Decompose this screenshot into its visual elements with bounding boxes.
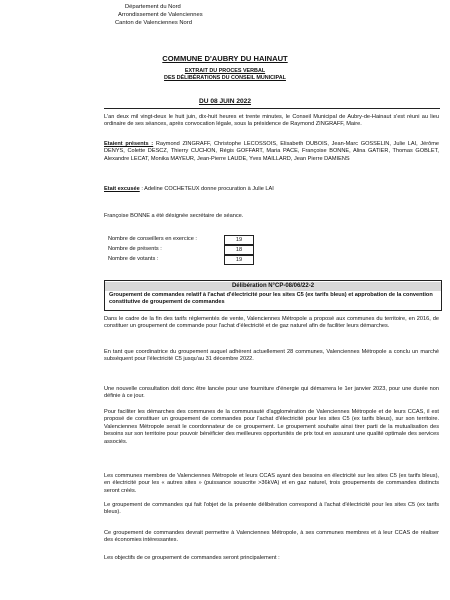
header-canton: Canton de Valenciennes Nord [115, 20, 192, 26]
body-paragraph-7: Ce groupement de commandes devrait permettre à Valenciennes Métropole, à ses communes membres et à leur CCAS de réaliser des économies intéressantes. [104, 530, 439, 544]
deliberation-subject: Groupement de commandes relatif à l'achat d'électricité pour les sites C5 (ex tarifs bleus) et approbation de la convention constitutive de groupement de commandes [109, 292, 433, 305]
meeting-date: DU 08 JUIN 2022 [198, 98, 252, 105]
present-names: Raymond ZINGRAFF, Christophe LECOSSOIS, Elisabeth DUBOIS, Jean-Marc GOSSELIN, Julie LAI, Jérôme DENYS, Colette DESCZ, Thierry CUCHON, Régis GOFFART, Maria PACE, Françoise BONNE, Alina GATIER, Thomas GOBLET, Alexandre LECAT, Monika MAYEUR, Jean-Pierre LAUDE, Yves MAILLARD, Jean Pierre DAMIENS [104, 141, 439, 162]
present-paragraph [104, 141, 439, 163]
header-departement: Département du Nord [125, 4, 181, 10]
count-row-exercice [108, 235, 268, 244]
count-row-votants [108, 255, 268, 264]
count-value: 19 [224, 255, 254, 265]
body-paragraph-4: Pour faciliter les démarches des communes de la communauté d'agglomération de Valenciennes Métropole et de leurs CCAS, il est proposé de constituer un groupement de commandes pour l'achat d'électricité pour les sites C5 (ex tarifs bleus), sur son territoire. Valenciennes Métropole serait le coordonnateur de ce groupement. Le groupement souhaite ainsi tirer parti de la mutualisation des besoins sur son territoire pour pouvoir bénéficier des meilleures opportunités de prix tout en assurant une qualité optimale des services associés. [104, 409, 439, 445]
body-paragraph-1: Dans le cadre de la fin des tarifs réglementés de vente, Valenciennes Métropole a proposé aux communes du territoire, en 2016, de constituer un groupement de commande pour l'achat d'électricité et de gaz naturel afin de faciliter leurs démarches. [104, 316, 439, 330]
count-value: 19 [224, 235, 254, 245]
body-paragraph-8: Les objectifs de ce groupement de commandes seront principalement : [104, 555, 280, 561]
body-paragraph-6: Le groupement de commandes qui fait l'objet de la présente délibération correspond à l'achat d'électricité pour les sites C5 (ex tarifs bleus). [104, 502, 439, 516]
date-rule [104, 108, 440, 109]
commune-title: COMMUNE D'AUBRY DU HAINAUT [162, 54, 288, 63]
secretary-paragraph: Françoise BONNE a été désignée secrétaire de séance. [104, 213, 244, 219]
deliberation-title: Délibération N°CP-08/06/22-2 [105, 282, 441, 291]
excused-paragraph [104, 186, 439, 193]
body-paragraph-3: Une nouvelle consultation doit donc être lancée pour une fourniture d'énergie qui démarrera le 1er janvier 2023, pour une durée non définie à ce jour. [104, 386, 439, 400]
present-label: Etaient présents : [104, 141, 154, 147]
count-label: Nombre de conseillers en exercice : [108, 236, 197, 242]
deliberation-box [104, 280, 442, 311]
body-paragraph-5: Les communes membres de Valenciennes Métropole et leurs CCAS ayant des besoins en électricité sur les sites C5 (ex tarifs bleus), en électricité pour les « autres sites » (puissance souscrite >36kVA) et en gaz naturel, trois groupements de commandes distincts seront créés. [104, 473, 439, 494]
extract-line-2: DES DÉLIBÉRATIONS DU CONSEIL MUNICIPAL [164, 75, 286, 81]
body-paragraph-2: En tant que coordinatrice du groupement auquel adhèrent actuellement 28 communes, Valenciennes Métropole a conclu un marché subséquent pour l'électricité C5 jusqu'au 31 décembre 2022. [104, 349, 439, 363]
count-label: Nombre de votants : [108, 256, 159, 262]
count-value: 18 [224, 245, 254, 255]
count-label: Nombre de présents : [108, 246, 162, 252]
extract-line-1: EXTRAIT DU PROCES VERBAL [184, 68, 266, 74]
excused-label: Etait excusée [104, 186, 140, 192]
intro-paragraph: L'an deux mil vingt-deux le huit juin, dix-huit heures et trente minutes, le Conseil Municipal de Aubry-de-Hainaut s'est réuni au lieu ordinaire de ses séances, après convocation légale, sous la présidence de Raymond ZINGRAFF, Maire. [104, 114, 439, 128]
header-arrondissement: Arrondissement de Valenciennes [118, 12, 203, 18]
excused-text: : Adeline COCHETEUX donne procuration à Julie LAI [141, 186, 274, 192]
count-row-presents [108, 245, 268, 254]
